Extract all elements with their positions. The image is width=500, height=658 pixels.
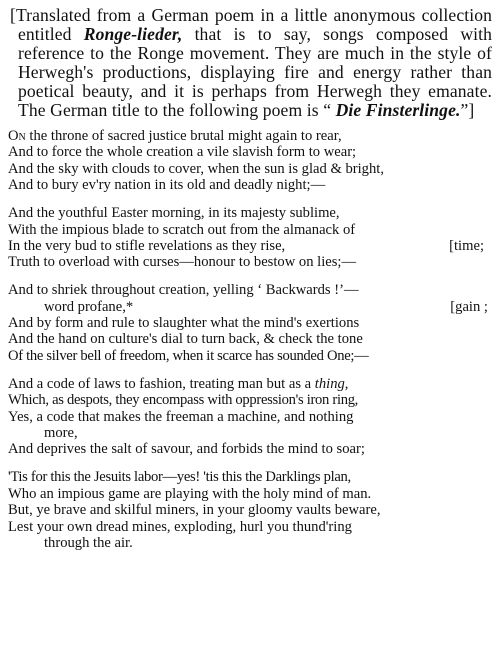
poem-line: And to force the whole creation a vile slavish form to wear; bbox=[8, 144, 357, 161]
poem-line: 'Tis for this the Jesuits labor—yes! 'tis this the Darklings plan, bbox=[8, 469, 351, 486]
stanza-4 bbox=[8, 376, 492, 458]
stanza-3 bbox=[8, 282, 492, 364]
line-text: And a code of laws to fashion, treating man but as a bbox=[8, 375, 315, 392]
turnover-word: [gain ; bbox=[450, 298, 488, 315]
stanza-1 bbox=[8, 128, 492, 194]
poem-line: And the hand on culture's dial to turn back, & check the tone bbox=[8, 331, 363, 348]
poem-line: Yes, a code that makes the freeman a machine, and nothing bbox=[8, 408, 354, 425]
quote-open: “ bbox=[323, 100, 336, 120]
poem-line bbox=[8, 238, 492, 254]
german-poem-title: Die Finsterlinge. bbox=[335, 100, 461, 120]
poem-line: And the youthful Easter morning, in its majesty sublime, bbox=[8, 205, 340, 222]
quote-close: ”] bbox=[460, 100, 475, 120]
stanza-2 bbox=[8, 205, 492, 271]
intro-text-2: that is to say, songs composed with reference to the Ronge movement. They are much in the style of Herwegh's productions, displaying fire and energy rather than poetical beauty, and it is perhaps from Herwegh they emanate. The German title to the following poem is bbox=[18, 24, 493, 120]
poem-line: With the impious blade to scratch out from the almanack of bbox=[8, 221, 356, 238]
intro-text-1: [Translated from a German poem in a little anonymous collection entitled bbox=[10, 5, 492, 44]
poem-line-continuation: more, bbox=[44, 425, 78, 441]
introductory-note bbox=[10, 6, 492, 120]
poem-line: Of the silver bell of freedom, when it scarce has sounded One;— bbox=[8, 347, 369, 364]
drop-word: On bbox=[8, 128, 26, 144]
poem-line bbox=[8, 128, 492, 144]
poem-line: And by form and rule to slaughter what the mind's exertions bbox=[8, 315, 360, 332]
poem-line: But, ye brave and skilful miners, in your gloomy vaults beware, bbox=[8, 502, 381, 519]
emphasis-word: thing, bbox=[314, 375, 349, 392]
poem-line: And to bury ev'ry nation in its old and deadly night;— bbox=[8, 177, 326, 194]
line-text: word profane,* bbox=[44, 298, 134, 315]
turnover-word: [time; bbox=[449, 237, 484, 254]
poem-line bbox=[8, 299, 492, 315]
poem-line: And to shriek throughout creation, yelling ‘ Backwards !’— bbox=[8, 282, 359, 299]
stanza-5 bbox=[8, 469, 492, 551]
poem-line: Who an impious game are playing with the holy mind of man. bbox=[8, 485, 372, 502]
line-text: the throne of sacred justice brutal might again to rear, bbox=[25, 128, 342, 144]
poem-line: Lest your own dread mines, exploding, hurl you thund'ring bbox=[8, 518, 352, 535]
line-text: In the very bud to stifle revelations as they rise, bbox=[8, 237, 286, 254]
poem-line: Truth to overload with curses—honour to bestow on lies;— bbox=[8, 254, 357, 271]
poem-line-continuation: through the air. bbox=[44, 534, 133, 551]
poem bbox=[8, 128, 492, 551]
poem-line: Which, as despots, they encompass with oppression's iron ring, bbox=[8, 392, 359, 409]
poem-line bbox=[8, 376, 492, 392]
collection-title: Ronge-lieder, bbox=[83, 24, 183, 44]
poem-line: And the sky with clouds to cover, when the sun is glad & bright, bbox=[8, 160, 384, 177]
poem-line: And deprives the salt of savour, and forbids the mind to soar; bbox=[8, 441, 365, 458]
